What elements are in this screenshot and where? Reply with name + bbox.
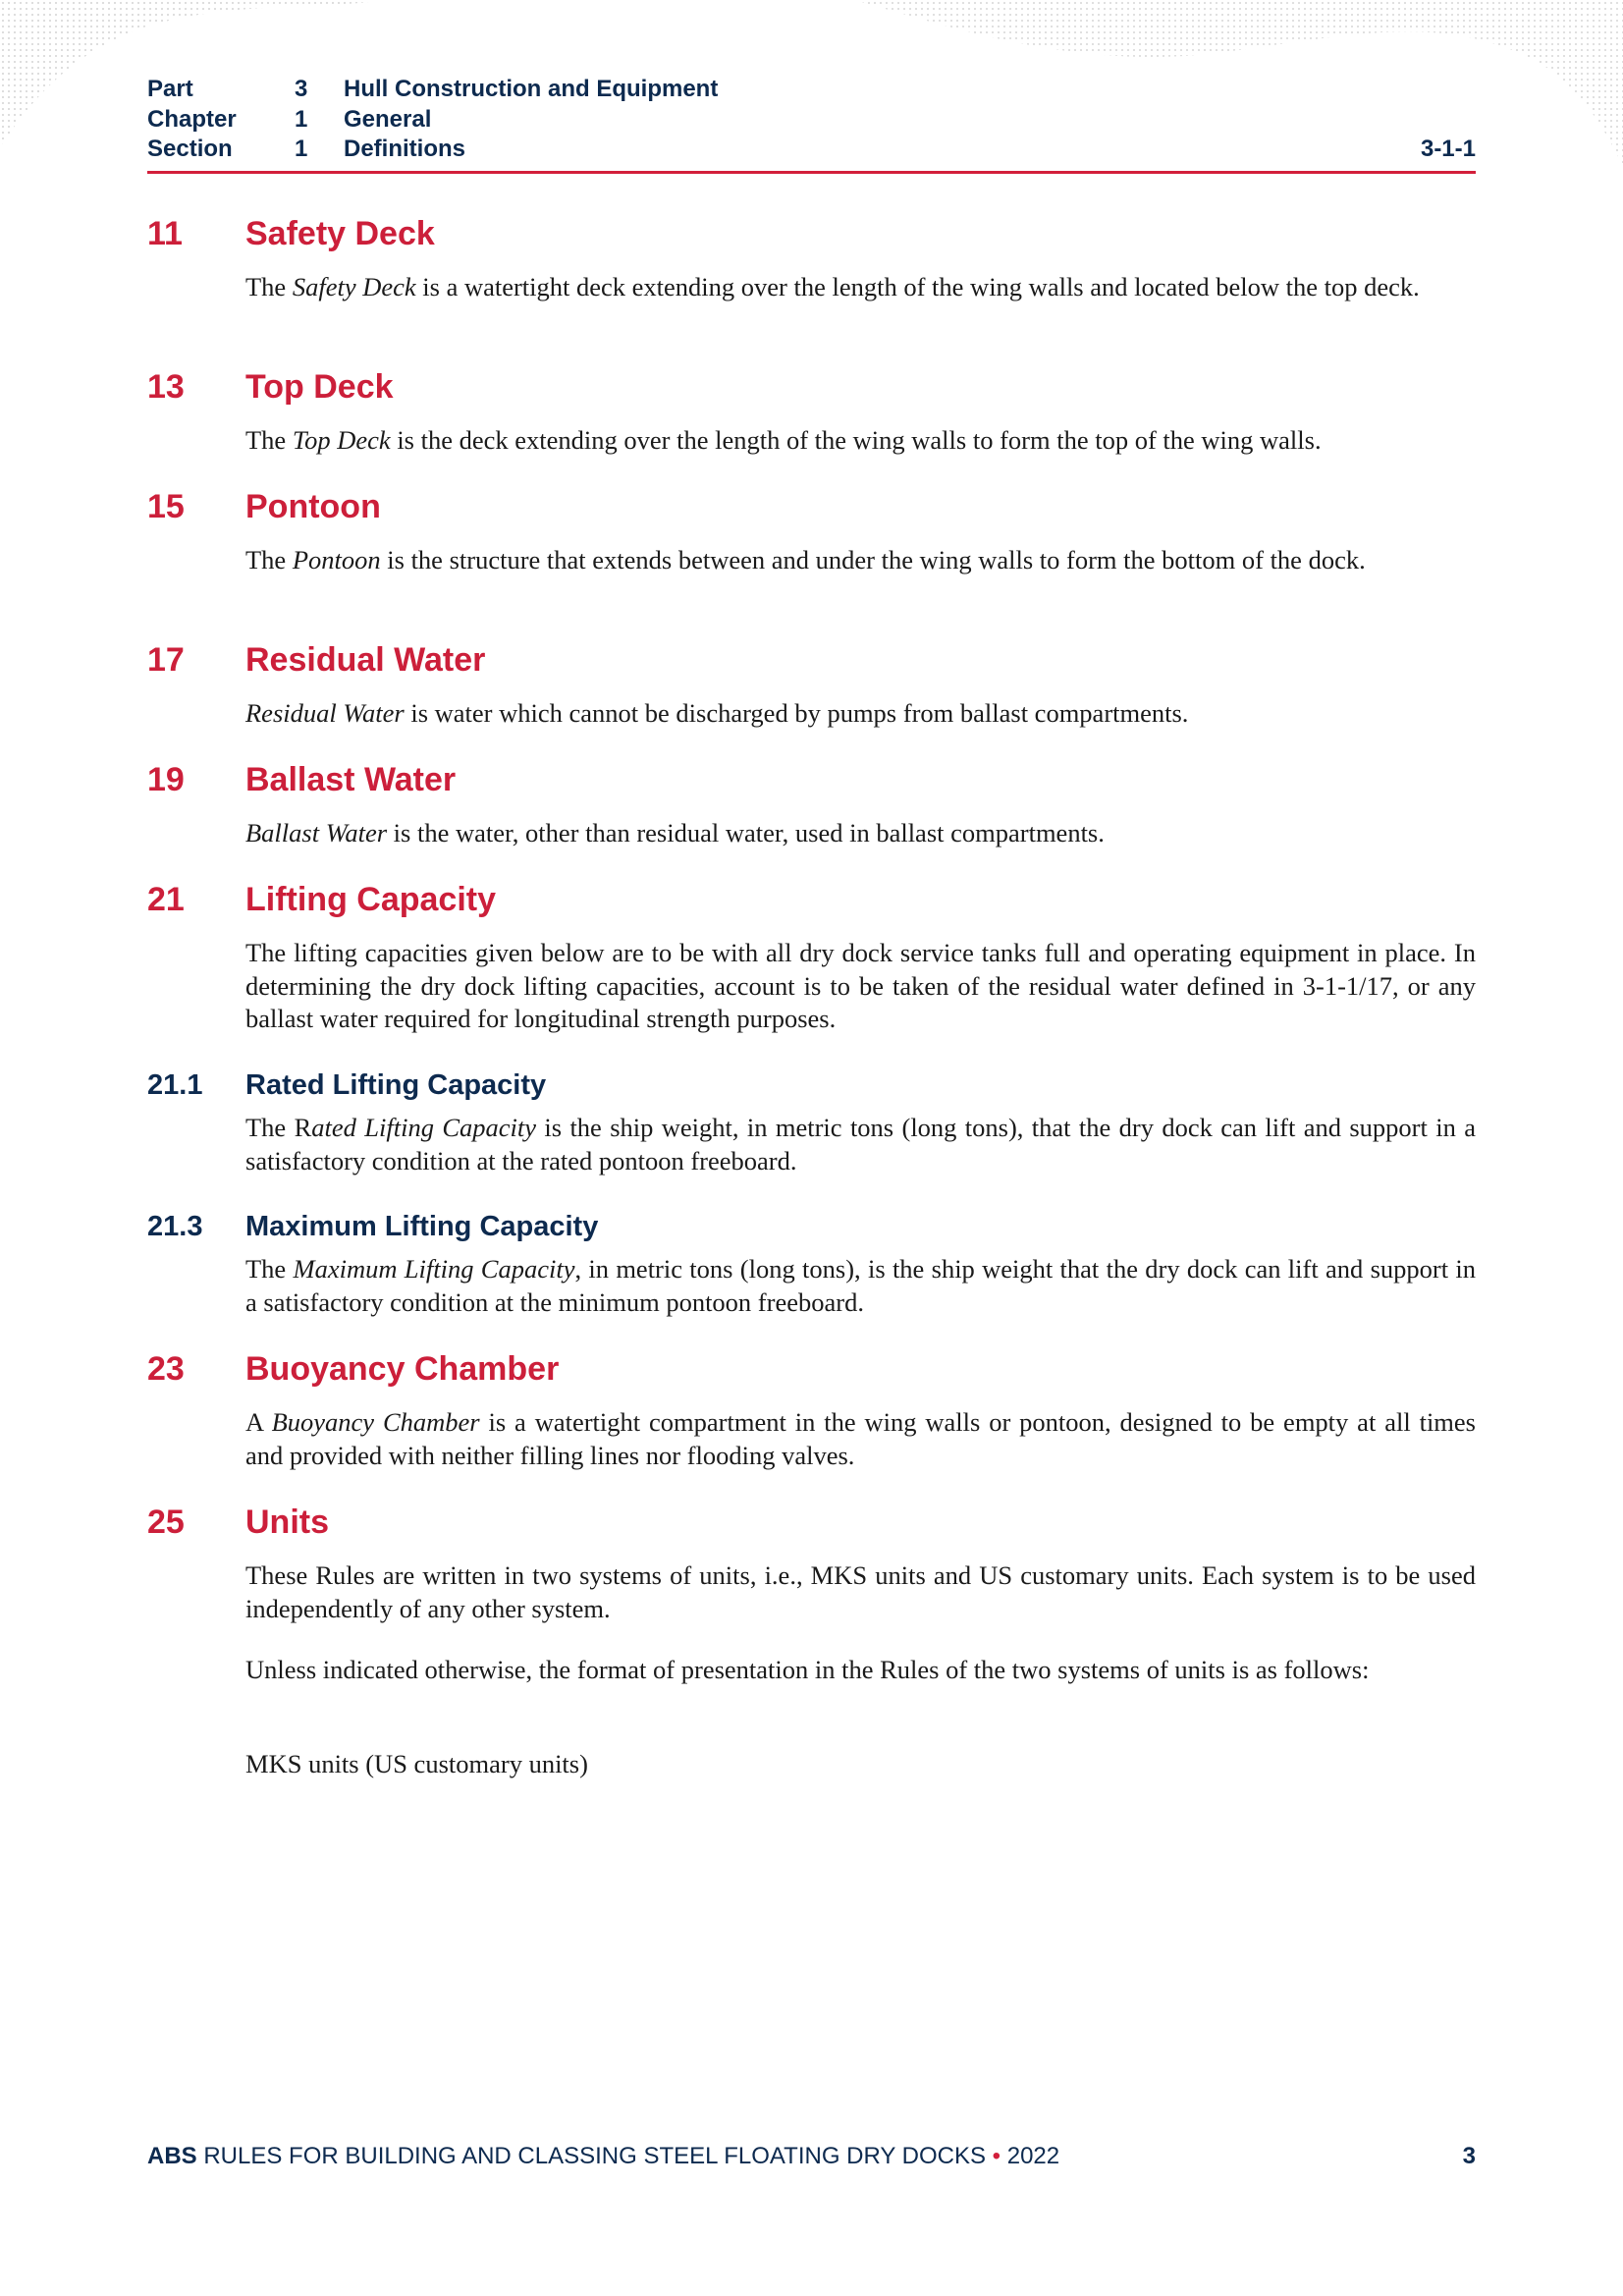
section-paragraph-19: Ballast Water is the water, other than residual water, used in ballast compartments. xyxy=(245,818,1105,847)
section-paragraph-23: A Buoyancy Chamber is a watertight compartment in the wing walls or pontoon, designed to be empty at all times and provided with neither filling lines nor flooding valves. xyxy=(245,1407,1476,1470)
section-number: 17 xyxy=(147,641,185,679)
section-number: 11 xyxy=(147,215,183,252)
header-row-section xyxy=(147,135,1476,165)
section-number: 15 xyxy=(147,488,185,525)
header-title: General xyxy=(344,105,432,133)
section-title: Safety Deck xyxy=(245,215,435,252)
subsection-number: 21.1 xyxy=(147,1069,203,1101)
subsection-paragraph-21-1: The Rated Lifting Capacity is the ship weight, in metric tons (long tons), that the dry dock can lift and support in a satisfactory condition at the rated pontoon freeboard. xyxy=(245,1113,1476,1175)
running-header xyxy=(147,75,1476,165)
header-number: 1 xyxy=(295,136,308,163)
section-title: Pontoon xyxy=(245,488,381,525)
page-number: 3 xyxy=(1462,2143,1476,2169)
section-title: Units xyxy=(245,1503,329,1541)
subsection-number: 21.3 xyxy=(147,1211,203,1242)
section-title: Buoyancy Chamber xyxy=(245,1350,560,1388)
header-row-chapter xyxy=(147,105,1476,136)
subsection-paragraph-21-3: The Maximum Lifting Capacity, in metric tons (long tons), is the ship weight that the dry dock can lift and support in a satisfactory condition at the minimum pontoon freeboard. xyxy=(245,1254,1476,1317)
footer-brand: ABS xyxy=(147,2143,197,2169)
section-reference: 3-1-1 xyxy=(1420,136,1476,163)
header-number: 1 xyxy=(295,105,308,133)
page-footer xyxy=(147,2141,1476,2172)
section-number: 25 xyxy=(147,1503,185,1541)
header-label: Section xyxy=(147,136,233,163)
section-paragraph-17: Residual Water is water which cannot be discharged by pumps from ballast compartments. xyxy=(245,698,1189,728)
header-number: 3 xyxy=(295,76,308,103)
section-number: 19 xyxy=(147,761,185,798)
header-label: Chapter xyxy=(147,105,237,133)
footer-year: 2022 xyxy=(1006,2143,1060,2169)
subsection-title: Rated Lifting Capacity xyxy=(245,1069,547,1101)
footer-separator: • xyxy=(992,2143,1001,2169)
section-number: 21 xyxy=(147,881,185,918)
section-paragraph-25-3: MKS units (US customary units) xyxy=(245,1749,588,1778)
header-title: Hull Construction and Equipment xyxy=(344,76,719,103)
footer-title: RULES FOR BUILDING AND CLASSING STEEL FLOATING DRY DOCKS xyxy=(203,2143,986,2169)
header-rule xyxy=(147,171,1476,174)
section-paragraph-13: The Top Deck is the deck extending over the length of the wing walls to form the top of the wing walls. xyxy=(245,425,1322,455)
section-number: 23 xyxy=(147,1350,185,1388)
section-paragraph-11: The Safety Deck is a watertight deck extending over the length of the wing walls and located below the top deck. xyxy=(245,272,1420,301)
section-title: Ballast Water xyxy=(245,761,457,798)
section-paragraph-25-2: Unless indicated otherwise, the format of presentation in the Rules of the two systems of units is as follows: xyxy=(245,1655,1370,1684)
section-title: Lifting Capacity xyxy=(245,881,497,918)
header-label: Part xyxy=(147,76,193,103)
subsection-title: Maximum Lifting Capacity xyxy=(245,1211,599,1242)
section-title: Top Deck xyxy=(245,368,394,406)
section-paragraph-15: The Pontoon is the structure that extends between and under the wing walls to form the bottom of the dock. xyxy=(245,545,1366,574)
section-paragraph-21: The lifting capacities given below are to be with all dry dock service tanks full and operating equipment in place. In determining the dry dock lifting capacities, account is to be taken of the residual water defined in 3-1-1/17, or any ballast water required for longitudinal strength purposes. xyxy=(245,938,1476,1033)
section-paragraph-25-1: These Rules are written in two systems of units, i.e., MKS units and US customary units. Each system is to be used independently of any other system. xyxy=(245,1560,1476,1623)
section-number: 13 xyxy=(147,368,185,406)
section-title: Residual Water xyxy=(245,641,486,679)
header-title: Definitions xyxy=(344,136,465,163)
header-row-part xyxy=(147,75,1476,105)
